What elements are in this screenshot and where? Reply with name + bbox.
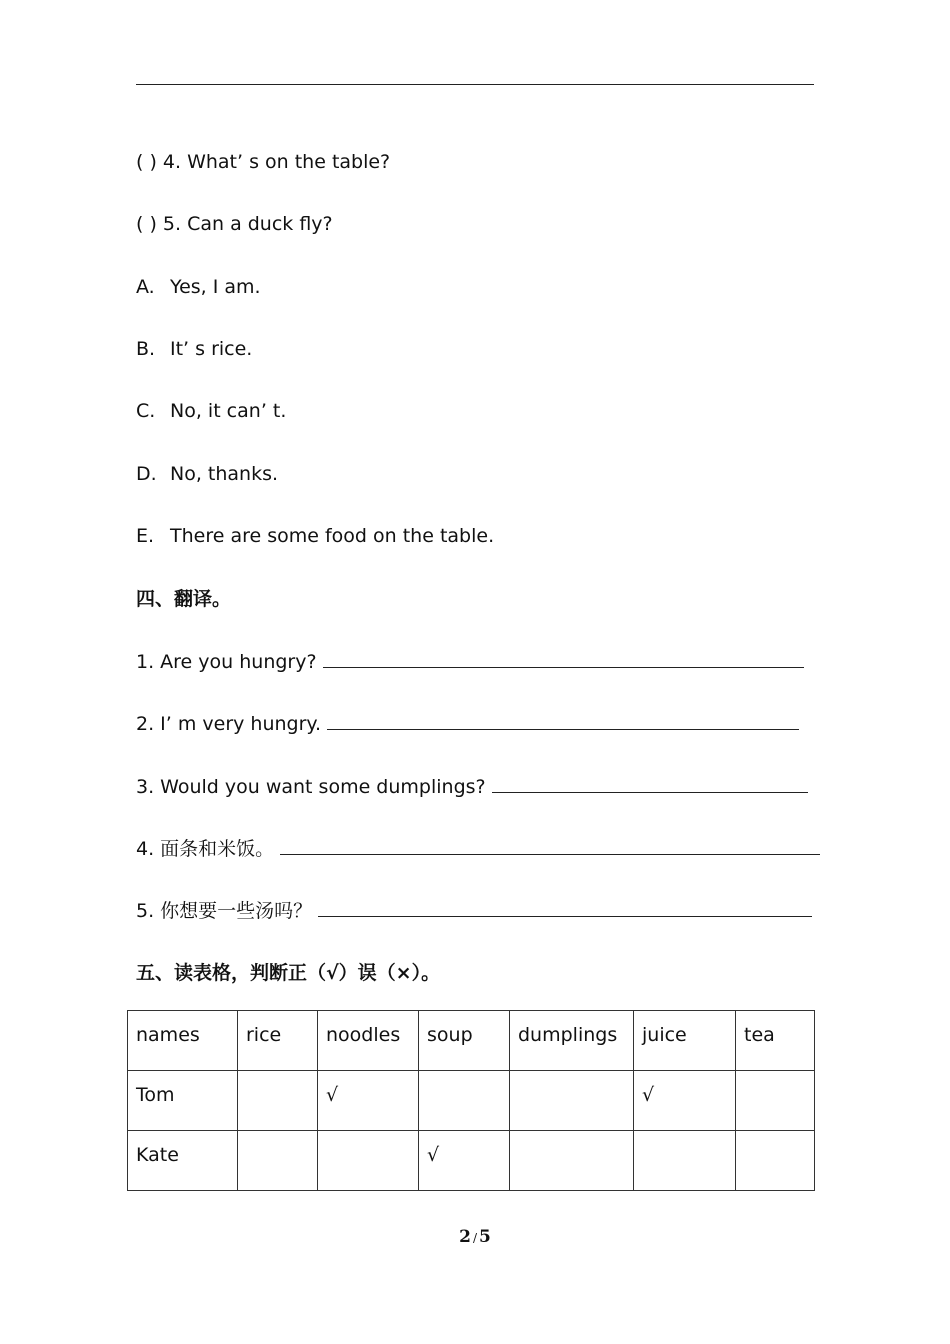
translation-prompt: 1. Are you hungry? bbox=[136, 651, 317, 673]
option-letter: A. bbox=[136, 276, 155, 298]
table-cell[interactable] bbox=[238, 1071, 318, 1131]
header-cell-names: names bbox=[128, 1011, 238, 1071]
header-cell-rice: rice bbox=[238, 1011, 318, 1071]
header-cell-noodles: noodles bbox=[318, 1011, 419, 1071]
table-cell[interactable] bbox=[736, 1131, 815, 1191]
table-cell[interactable]: √ bbox=[634, 1071, 736, 1131]
table-cell[interactable]: √ bbox=[419, 1131, 510, 1191]
option-text: There are some food on the table. bbox=[170, 525, 495, 547]
answer-blank[interactable] bbox=[318, 898, 812, 917]
current-page: 2 bbox=[459, 1227, 471, 1247]
option-letter: B. bbox=[136, 338, 156, 360]
table-cell[interactable] bbox=[510, 1071, 634, 1131]
table-cell: Tom bbox=[128, 1071, 238, 1131]
option-text: No, it can’ t. bbox=[170, 400, 287, 422]
option-letter: D. bbox=[136, 463, 157, 485]
option-b bbox=[136, 337, 252, 361]
page-number bbox=[0, 1227, 950, 1247]
translation-item-5 bbox=[136, 898, 812, 923]
table-header-row bbox=[128, 1011, 815, 1071]
translation-item-1 bbox=[136, 649, 804, 674]
translation-prompt: 3. Would you want some dumplings? bbox=[136, 776, 486, 798]
table-cell[interactable] bbox=[238, 1131, 318, 1191]
section-5-title: 五、读表格，判断正（√）误（×）。 bbox=[136, 962, 441, 984]
translation-prompt: 4. 面条和米饭。 bbox=[136, 838, 275, 860]
option-c bbox=[136, 399, 286, 423]
translation-item-3 bbox=[136, 774, 808, 799]
option-letter: C. bbox=[136, 400, 156, 422]
option-text: No, thanks. bbox=[170, 463, 279, 485]
page-separator: / bbox=[472, 1231, 478, 1245]
header-cell-soup: soup bbox=[419, 1011, 510, 1071]
answer-blank[interactable] bbox=[323, 649, 804, 668]
total-pages: 5 bbox=[479, 1227, 491, 1247]
table-cell[interactable] bbox=[318, 1131, 419, 1191]
table-cell[interactable] bbox=[634, 1131, 736, 1191]
food-table bbox=[127, 1010, 815, 1191]
table-cell: Kate bbox=[128, 1131, 238, 1191]
translation-prompt: 5. 你想要一些汤吗？ bbox=[136, 900, 313, 922]
option-e bbox=[136, 524, 494, 548]
translation-prompt: 2. I’ m very hungry. bbox=[136, 713, 321, 735]
option-letter: E. bbox=[136, 525, 155, 547]
question-5: ( ) 5. Can a duck fly? bbox=[136, 213, 333, 235]
table-cell[interactable]: √ bbox=[318, 1071, 419, 1131]
section-4-title: 四、翻译。 bbox=[136, 588, 232, 610]
header-cell-dumplings: dumplings bbox=[510, 1011, 634, 1071]
question-4: ( ) 4. What’ s on the table? bbox=[136, 151, 391, 173]
option-text: It’ s rice. bbox=[170, 338, 253, 360]
answer-blank[interactable] bbox=[492, 774, 808, 793]
header-cell-juice: juice bbox=[634, 1011, 736, 1071]
table-cell[interactable] bbox=[510, 1131, 634, 1191]
option-a bbox=[136, 275, 261, 299]
header-cell-tea: tea bbox=[736, 1011, 815, 1071]
table-row bbox=[128, 1071, 815, 1131]
option-d bbox=[136, 462, 278, 486]
table-row bbox=[128, 1131, 815, 1191]
header-rule bbox=[136, 84, 814, 85]
translation-item-4 bbox=[136, 836, 820, 861]
answer-blank[interactable] bbox=[280, 836, 820, 855]
table-cell[interactable] bbox=[736, 1071, 815, 1131]
table-cell[interactable] bbox=[419, 1071, 510, 1131]
option-text: Yes, I am. bbox=[170, 276, 261, 298]
translation-item-2 bbox=[136, 711, 799, 736]
answer-blank[interactable] bbox=[327, 711, 799, 730]
